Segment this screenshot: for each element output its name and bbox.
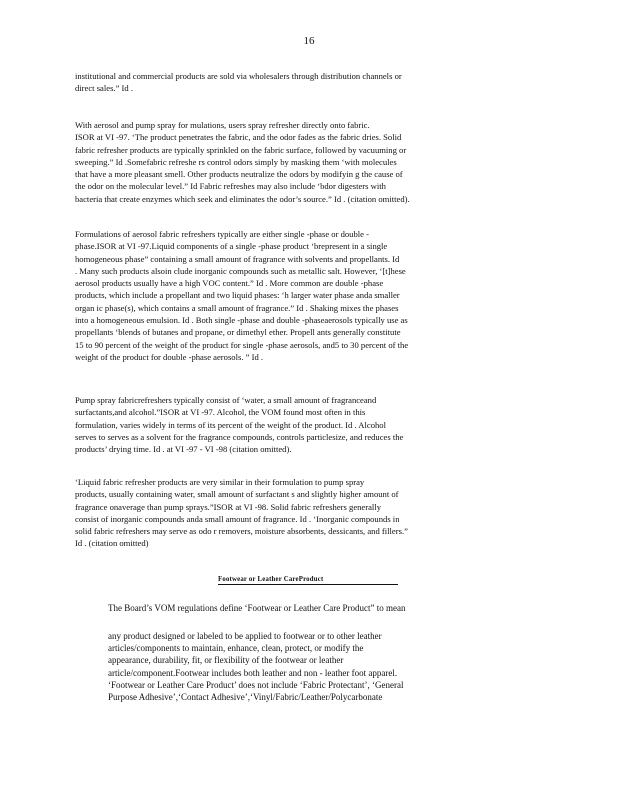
text-line: articles/components to maintain, enhance, clean, protect, or modify the	[108, 643, 364, 654]
text-line: the odor on the molecular level.” Id Fabric refreshes may also include ‘bdor digesters with	[75, 181, 386, 192]
text-line: . Many such products alsoin clude inorganic compounds such as metallic salt. However, ‘[t]hese	[75, 265, 406, 276]
text-line: institutional and commercial products are sold via wholesalers through distribution channels or	[75, 71, 402, 81]
text-line: With aerosol and pump spray for mulations, users spray refresher directly onto fabric.	[75, 120, 370, 130]
text-line: serves to serves as a solvent for the fragrance compounds, controls particlesize, and reduces the	[75, 431, 404, 442]
text-line: aerosol products usually have a high VOC content.” Id . More common are double -phase	[75, 278, 384, 289]
text-line: fabric refresher products are typically sprinkled on the fabric surface, followed by vacuuming or	[75, 144, 407, 155]
text-line: solid fabric refreshers may serve as odo r removers, moisture absorbents, dessicants, and fillers.”	[75, 526, 408, 537]
text-line: 15 to 90 percent of the weight of the product for single -phase aerosols, and5 to 30 percent of the	[75, 339, 409, 350]
text-line: that have a more pleasant smell. Other products neutralize the odors by modifyin g the cause of	[75, 169, 403, 180]
paragraph-5	[75, 476, 537, 550]
text-line: ISOR at VI -97. ‘The product penetrates the fabric, and the odor fades as the fabric dries. Solid	[75, 132, 402, 143]
text-line: ‘Footwear or Leather Care Product’ does not include ‘Fabric Protectant’, ‘General	[108, 679, 404, 690]
text-line: consist of inorganic compounds anda small amount of fragrance. Id . ‘Inorganic compounds in	[75, 513, 400, 524]
text-line: Id . (citation omitted)	[75, 538, 149, 549]
definition-intro: The Board’s VOM regulations define ‘Footwear or Leather Care Product” to mean	[108, 603, 406, 613]
text-line: article/component.Footwear includes both leather and non - leather foot apparel.	[108, 667, 398, 678]
text-line: products, usually containing water, small amount of surfactant s and slightly higher amount of	[75, 489, 399, 500]
text-line: fragrance onaverage than pump sprays.”ISOR at VI -98. Solid fabric refreshers generally	[75, 501, 381, 512]
paragraph-1	[75, 70, 537, 95]
text-line: homogeneous phase” containing a small amount of fragrance with solvents and propellants. Id	[75, 253, 400, 264]
text-line: direct sales.” Id .	[75, 83, 133, 94]
text-line: bacteria that create enzymes which seek and eliminates the odor’s source.” Id . (citation omitted).	[75, 193, 410, 204]
text-line: into a homogeneous emulsion. Id . Both single -phase and double -phaseaerosols typically use as	[75, 315, 408, 326]
text-line: organ ic phase(s), which contains a small amount of fragrance.” Id . Shaking mixes the phases	[75, 302, 399, 313]
text-line: products, which include a propellant and two liquid phases: ‘h larger water phase anda smaller	[75, 290, 400, 301]
text-line: propellants ‘blends of butanes and propane, or dimethyl ether. Propell ants generally constitute	[75, 327, 401, 338]
text-line: any product designed or labeled to be applied to footwear or to other leather	[108, 631, 382, 641]
text-line: sweeping.” Id .Somefabric refreshe rs control odors simply by masking them ‘with molecules	[75, 156, 397, 167]
paragraph-2	[75, 119, 537, 205]
text-line: weight of the product for double -phase aerosols. ” Id .	[75, 351, 264, 362]
text-line: Purpose Adhesive’,‘Contact Adhesive’,‘Vinyl/Fabric/Leather/Polycarbonate	[108, 692, 383, 703]
page-number: 16	[303, 35, 315, 47]
text-line: formulation, varies widely in terms of its percent of the weight of the product. Id . Alcohol	[75, 419, 386, 430]
text-line: phase.ISOR at VI -97.Liquid components of a single -phase product ‘brepresent in a single	[75, 241, 388, 252]
definition-block	[108, 630, 403, 703]
text-line: Pump spray fabricrefreshers typically consist of ‘water, a small amount of fragranceand	[75, 395, 377, 405]
section-heading: Footwear or Leather CareProduct	[218, 576, 398, 585]
paragraph-3	[75, 228, 537, 363]
text-line: Formulations of aerosol fabric refreshers typically are either single -phase or double -	[75, 229, 369, 239]
text-line: surfactants,and alcohol.”ISOR at VI -97. Alcohol, the VOM found most often in this	[75, 407, 366, 418]
text-line: ‘Liquid fabric refresher products are very similar in their formulation to pump spray	[75, 477, 365, 487]
text-line: products’ drying time. Id . at VI -97 - VI -98 (citation omitted).	[75, 444, 292, 455]
paragraph-4	[75, 394, 537, 455]
text-line: appearance, durability, fit, or flexibility of the footwear or leather	[108, 655, 344, 666]
